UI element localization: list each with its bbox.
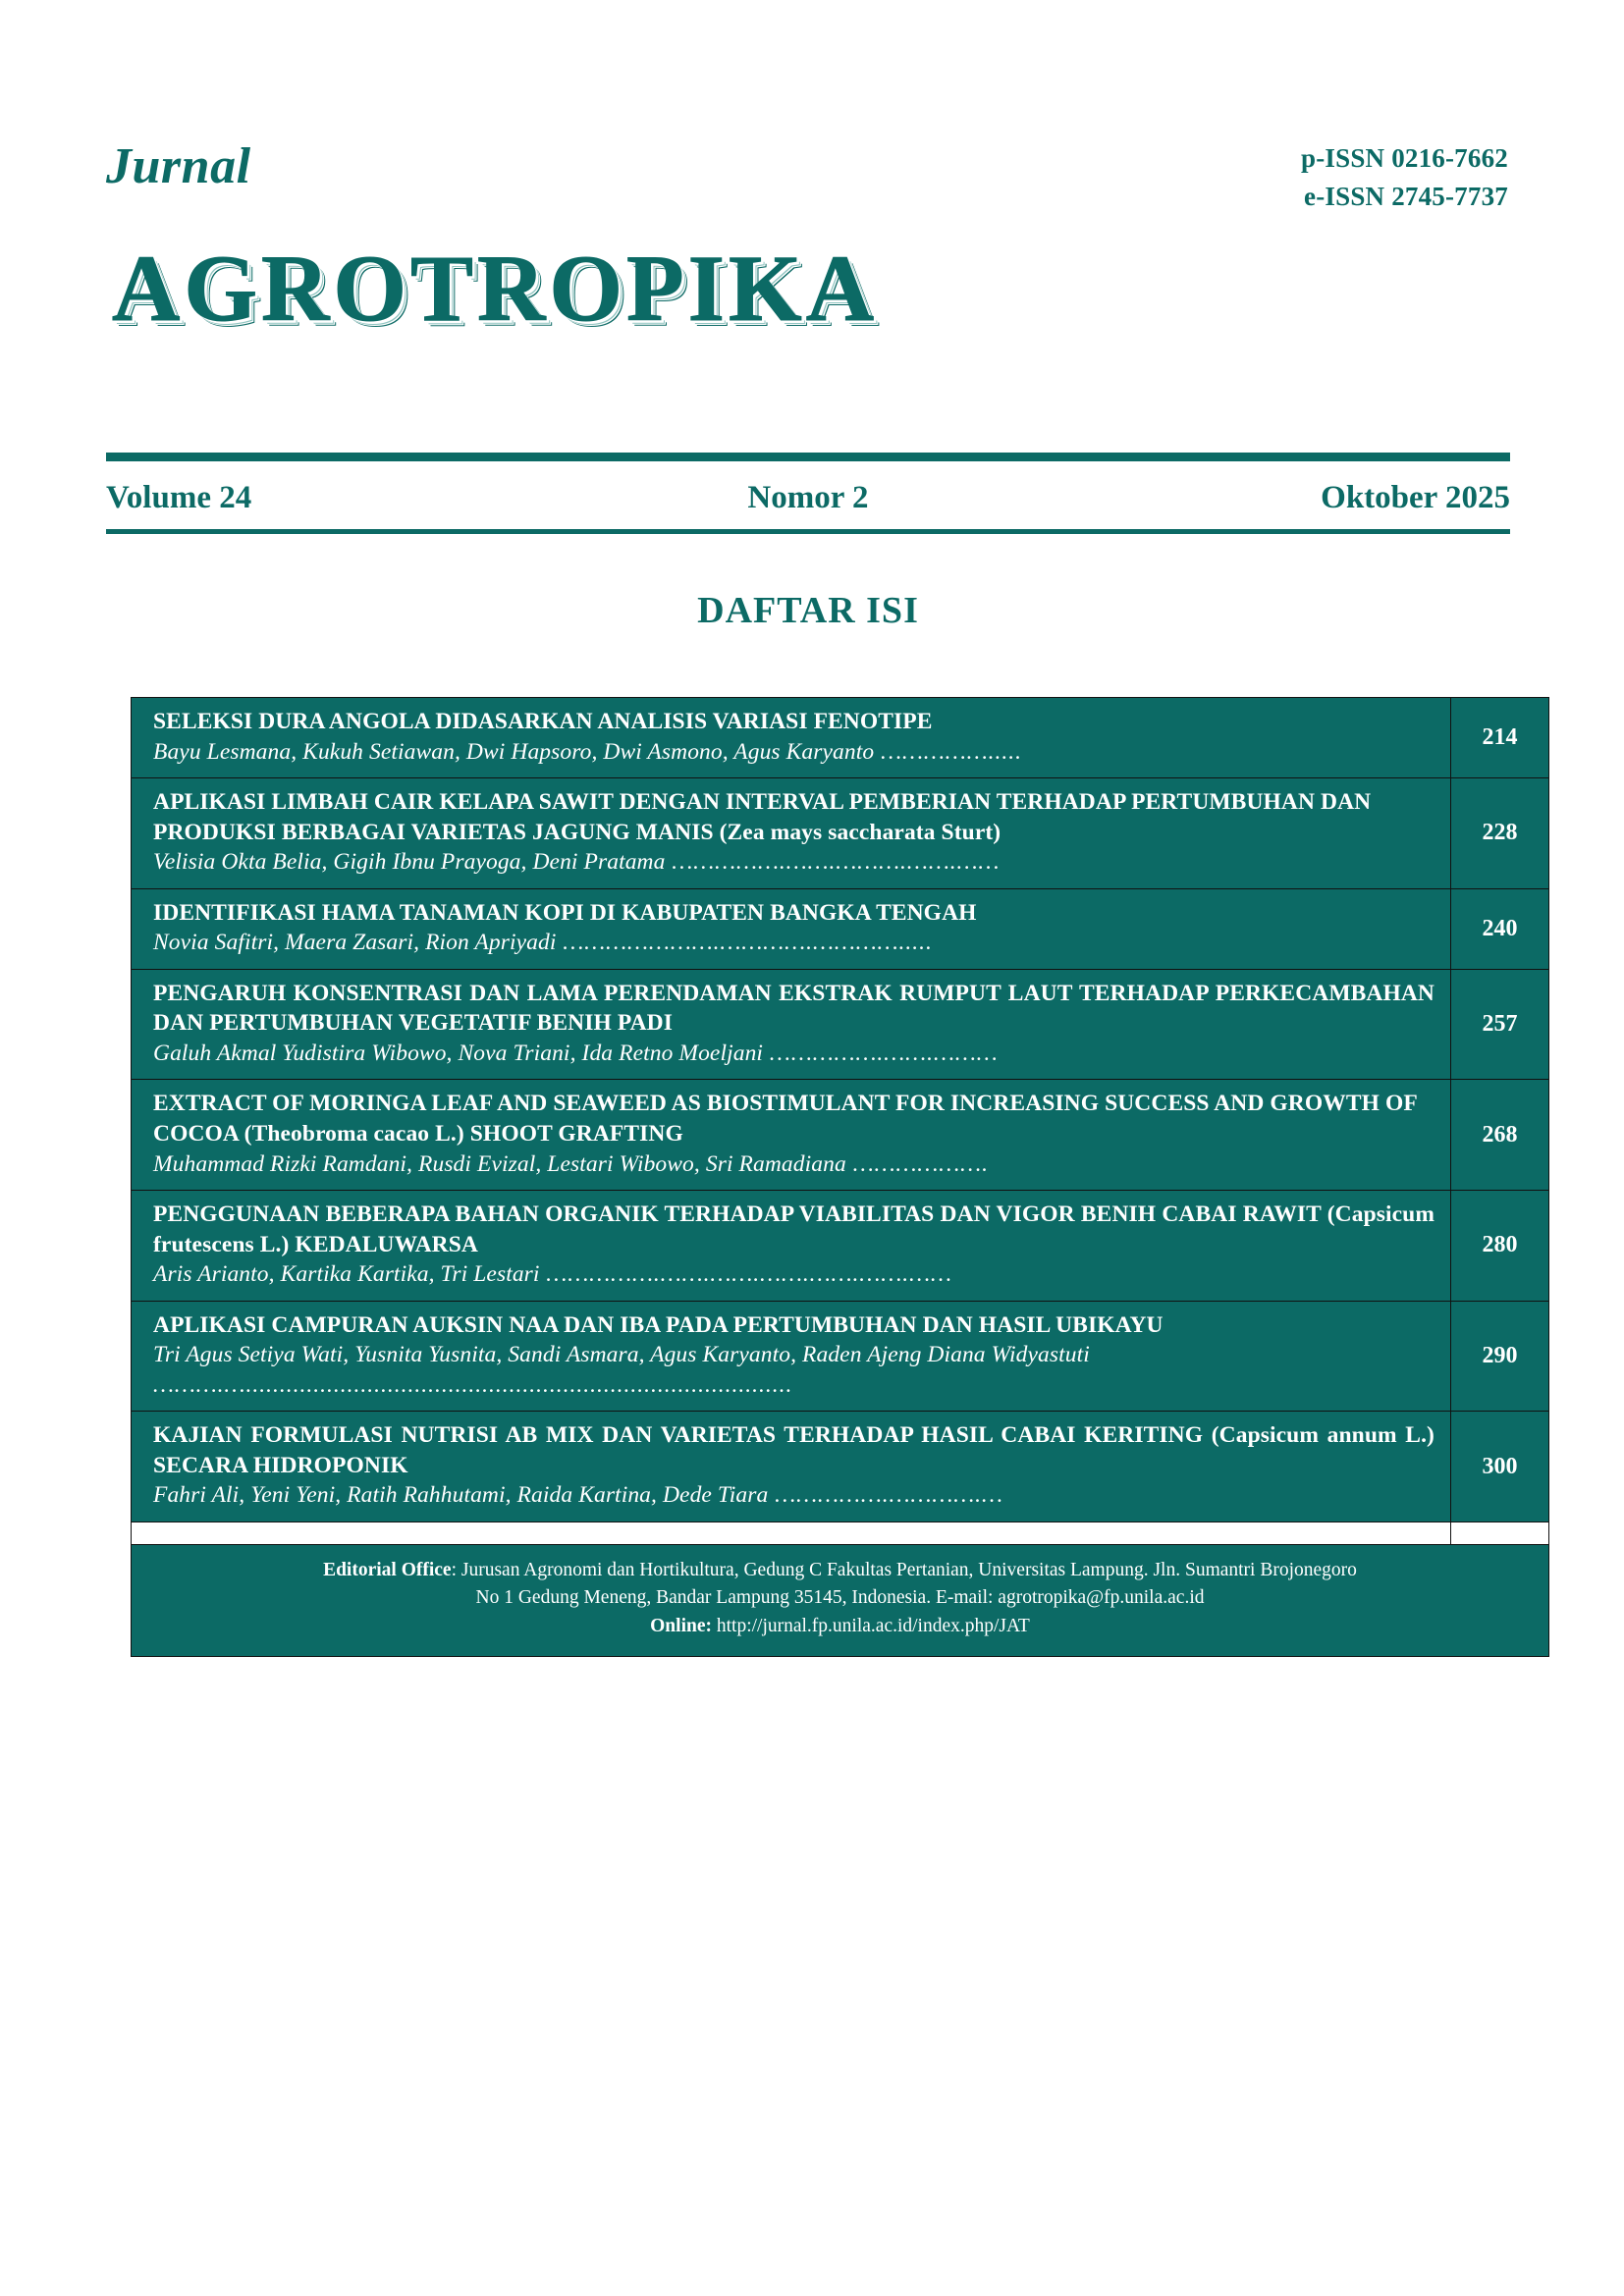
issue-number: Nomor 2	[747, 479, 869, 515]
issn-block	[1301, 139, 1508, 216]
jurnal-wordmark: Jurnal	[106, 138, 251, 194]
article-authors-names: Muhammad Rizki Ramdani, Rusdi Evizal, Lestari Wibowo, Sri Ramadiana	[153, 1150, 846, 1177]
article-title	[153, 707, 1435, 737]
article-page-number: 280	[1451, 1191, 1549, 1302]
article-title	[153, 1310, 1435, 1341]
article-authors	[153, 928, 1435, 958]
article-authors	[153, 1480, 1435, 1511]
article-authors-names: Novia Safitri, Maera Zasari, Rion Apriyadi	[153, 930, 557, 956]
article-title-text: APLIKASI LIMBAH CAIR KELAPA SAWIT DENGAN INTERVAL PEMBERIAN TERHADAP PERTUMBUHAN DAN PRODUKSI BERBAGAI VARIETAS JAGUNG MANIS (	[153, 789, 1372, 845]
agrotropika-logo: AGROTROPIKA	[112, 236, 879, 341]
article-title-text: KAJIAN FORMULASI NUTRISI AB MIX DAN VARIETAS TERHADAP HASIL CABAI KERITING (	[153, 1422, 1219, 1449]
table-row	[132, 1412, 1549, 1522]
article-title	[153, 898, 1435, 929]
article-cell	[132, 1080, 1451, 1191]
article-cell	[132, 698, 1451, 778]
article-authors-names: Bayu Lesmana, Kukuh Setiawan, Dwi Hapsoro, Dwi Asmono, Agus Karyanto	[153, 738, 875, 765]
article-authors-names: Velisia Okta Belia, Gigih Ibnu Prayoga, Deni Pratama	[153, 849, 666, 876]
table-row	[132, 698, 1549, 778]
article-authors	[153, 847, 1435, 878]
editorial-office-line-1	[149, 1557, 1531, 1584]
issue-volume: Volume 24	[106, 479, 252, 515]
article-authors	[153, 1259, 1435, 1290]
article-authors	[153, 1340, 1435, 1400]
article-title-text: PENGGUNAAN BEBERAPA BAHAN ORGANIK TERHADAP VIABILITAS DAN VIGOR BENIH CABAI RAWIT (	[153, 1201, 1335, 1228]
e-issn: e-ISSN 2745-7737	[1304, 182, 1508, 212]
editorial-office-cell	[132, 1545, 1549, 1657]
issue-date: Oktober 2025	[1321, 479, 1510, 515]
article-species-name: Capsicum frutescens	[153, 1201, 1435, 1257]
contents-heading: DAFTAR ISI	[697, 590, 919, 631]
article-cell	[132, 1301, 1451, 1412]
table-spacer-cell	[132, 1522, 1451, 1545]
article-cell	[132, 969, 1451, 1080]
article-cell	[132, 778, 1451, 889]
article-title	[153, 1200, 1435, 1259]
table-row	[132, 1301, 1549, 1412]
article-authors	[153, 1149, 1435, 1180]
article-title-text: APLIKASI CAMPURAN AUKSIN NAA DAN IBA PADA PERTUMBUHAN DAN HASIL UBIKAYU	[153, 1311, 1164, 1338]
table-spacer-cell-page	[1451, 1522, 1549, 1545]
article-title	[153, 787, 1435, 847]
article-cell	[132, 888, 1451, 969]
article-leader-dots: ……………….	[845, 1150, 989, 1177]
table-row	[132, 1080, 1549, 1191]
article-authors-names: Galuh Akmal Yudistira Wibowo, Nova Triani, Ida Retno Moeljani	[153, 1040, 764, 1066]
article-title-text: PENGARUH KONSENTRASI DAN LAMA PERENDAMAN EKSTRAK RUMPUT LAUT TERHADAP PERKECAMBAHAN DAN PERTUMBUHAN VEGETATIF BENIH PADI	[153, 980, 1435, 1037]
online-url[interactable]: http://jurnal.fp.unila.ac.id/index.php/JAT	[711, 1615, 1030, 1636]
editorial-office-label: Editorial Office	[323, 1560, 452, 1581]
editorial-office-online-line	[149, 1613, 1531, 1640]
table-spacer-row	[132, 1522, 1549, 1545]
article-page-number: 300	[1451, 1412, 1549, 1522]
article-species-name: Theobroma cacao	[251, 1121, 430, 1148]
article-title-suffix: L.) KEDALUWARSA	[253, 1231, 478, 1257]
table-row	[132, 969, 1549, 1080]
article-title-text: EXTRACT OF MORINGA LEAF AND SEAWEED AS BIOSTIMULANT FOR INCREASING SUCCESS AND GROWTH OF COCOA (	[153, 1091, 1417, 1148]
article-page-number: 257	[1451, 969, 1549, 1080]
article-authors	[153, 737, 1435, 768]
article-authors-names: Aris Arianto, Kartika Kartika, Tri Lestari	[153, 1261, 540, 1288]
article-leader-dots: …………….…….……….…….……	[665, 849, 1001, 876]
article-leader-dots: …………….………….…	[768, 1482, 1003, 1509]
article-title	[153, 1089, 1435, 1148]
article-title-suffix: Sturt)	[935, 819, 1001, 845]
editorial-office-line-2: No 1 Gedung Meneng, Bandar Lampung 35145, Indonesia. E-mail: agrotropika@fp.unila.ac.id	[475, 1587, 1205, 1609]
article-cell	[132, 1412, 1451, 1522]
online-label: Online:	[650, 1615, 712, 1636]
article-species-name: Capsicum annum	[1218, 1422, 1397, 1449]
article-title-suffix: L.) SECARA HIDROPONIK	[153, 1422, 1435, 1478]
article-title-text: SELEKSI DURA ANGOLA DIDASARKAN ANALISIS VARIASI FENOTIPE	[153, 709, 933, 734]
table-of-contents	[131, 697, 1549, 1657]
masthead	[106, 137, 1510, 452]
article-species-name: Zea mays saccharata	[727, 819, 936, 845]
table-row	[132, 888, 1549, 969]
article-page-number: 214	[1451, 698, 1549, 778]
issue-line	[106, 469, 1510, 526]
table-row	[132, 778, 1549, 889]
editorial-office-address-part-1: : Jurusan Agronomi dan Hortikultura, Gedung C Fakultas Pertanian, Universitas Lampung. Jln. Sumantri Brojonegoro	[451, 1560, 1357, 1581]
table-row	[132, 1191, 1549, 1302]
article-title-suffix: L.) SHOOT GRAFTING	[429, 1121, 683, 1148]
article-page-number: 240	[1451, 888, 1549, 969]
article-leader-dots: ……….….................................................................................	[153, 1371, 793, 1398]
article-cell	[132, 1191, 1451, 1302]
article-page-number: 268	[1451, 1080, 1549, 1191]
article-page-number: 228	[1451, 778, 1549, 889]
article-authors-names: Tri Agus Setiya Wati, Yusnita Yusnita, Sandi Asmara, Agus Karyanto, Raden Ajeng Diana Widyastuti	[153, 1342, 1090, 1368]
p-issn: p-ISSN 0216-7662	[1301, 143, 1508, 173]
article-title	[153, 979, 1435, 1039]
header-rule-top	[106, 453, 1510, 461]
article-page-number: 290	[1451, 1301, 1549, 1412]
article-authors	[153, 1039, 1435, 1069]
article-authors-names: Fahri Ali, Yeni Yeni, Ratih Rahhutami, Raida Kartina, Dede Tiara	[153, 1482, 769, 1509]
article-leader-dots: …………….…….………	[763, 1040, 999, 1066]
article-leader-dots: …………….....	[874, 738, 1022, 765]
article-leader-dots: …………….…….…….…….…….…….……	[539, 1261, 952, 1288]
article-title-text: IDENTIFIKASI HAMA TANAMAN KOPI DI KABUPATEN BANGKA TENGAH	[153, 899, 977, 926]
article-title	[153, 1420, 1435, 1480]
article-leader-dots: ………………….………….………….....	[556, 930, 933, 956]
header-rule-bottom	[106, 529, 1510, 534]
editorial-office-row	[132, 1545, 1549, 1657]
